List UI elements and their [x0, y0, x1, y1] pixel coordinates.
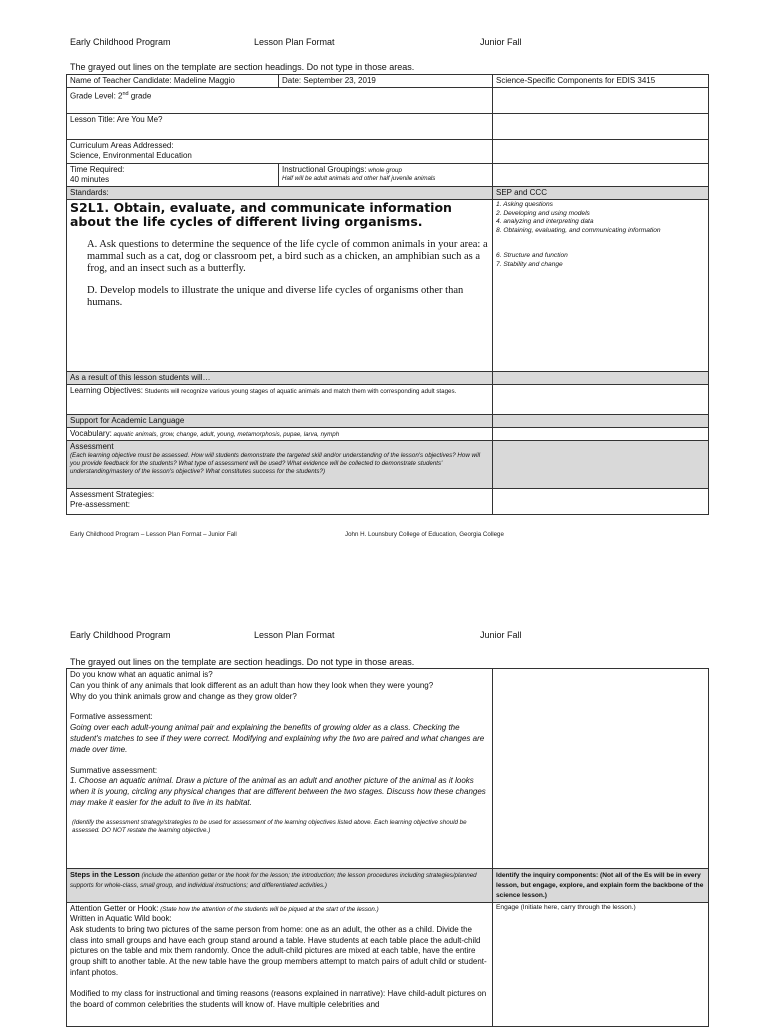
empty-cell [493, 385, 709, 415]
header-program: Early Childhood Program [70, 37, 171, 47]
header-term: Junior Fall [480, 630, 522, 640]
assessment-heading-cell: Assessment (Each learning objective must be assessed. How will students demonstrate the targeted skill and/or understanding of the lesson's objectives? How will you provide feedback for the students? What type of assessment will be used? What evidence will be collected to demonstrate students' understanding/mastery of the lesson's objective? What constitutes success for the students?) [67, 441, 493, 489]
standards-heading: Standards: [67, 187, 493, 200]
empty-gray-cell [493, 415, 709, 428]
steps-heading-cell: Steps in the Lesson (include the attention getter or the hook for the lesson; the introduction; the lesson procedures including strategies/planned supports for whole-class, small group, and individual instructions; and differentiated activities.) [67, 869, 493, 903]
header-format: Lesson Plan Format [254, 37, 335, 47]
header-program: Early Childhood Program [70, 630, 171, 640]
empty-gray-cell [493, 372, 709, 385]
assessment-strategies-cell: Assessment Strategies: Pre-assessment: [67, 489, 493, 515]
header-term: Junior Fall [480, 37, 522, 47]
page2-note: The grayed out lines on the template are section headings. Do not type in those areas. [70, 657, 415, 667]
empty-cell [493, 114, 709, 140]
standard-a: A. Ask questions to determine the sequence of the life cycle of common animals in your area: a mammal such as a cat, dog or classroom pet, a bird such as a chicken, an amphibian such as a frog, and an insect such as a butterfly. [87, 239, 488, 274]
page2-lesson-table [66, 668, 709, 1027]
page1-header [0, 37, 768, 51]
empty-gray-cell [493, 441, 709, 489]
attention-getter-cell: Attention Getter or Hook: (State how the attention of the students will be piqued at the start of the lesson.) Written in Aquatic Wild book: Ask students to bring two pictures of the same person from home: one as an adult, the other as a child. Divide the class into small groups and have each group stand around a table. Have students at each table place the adult-child pictures on the table and mix them randomly. Once the adult-child pictures are mixed at each table, have the entire group shift to another table. At the new table have the group members attempt to match pairs of adult child or student-infant photos. Modified to my class for instructional and timing reasons (reasons explained in narrative): Have child-adult pictures on the board of common celebrities the students will know of. Have multiple celebrities and [67, 903, 493, 1027]
empty-cell [493, 88, 709, 114]
date-cell: Date: September 23, 2019 [279, 75, 493, 88]
support-heading: Support for Academic Language [67, 415, 493, 428]
engage-cell: Engage (Initiate here, carry through the lesson.) [493, 903, 709, 1027]
header-format: Lesson Plan Format [254, 630, 335, 640]
standard-d: D. Develop models to illustrate the unique and diverse life cycles of organisms other than humans. [87, 285, 464, 308]
standard-main: S2L1. Obtain, evaluate, and communicate information about the life cycles of different living organisms. [70, 200, 452, 229]
empty-cell [493, 140, 709, 164]
inquiry-heading-cell: Identify the inquiry components: (Not all of the Es will be in every lesson, but engage, explore, and explain form the backbone of the science lesson.) [493, 869, 709, 903]
learning-objectives-cell: Learning Objectives: Students will recognize various young stages of aquatic animals and match them with corresponding adult stages. [67, 385, 493, 415]
curriculum-cell: Curriculum Areas Addressed: Science, Environmental Education [67, 140, 493, 164]
result-heading: As a result of this lesson students will… [67, 372, 493, 385]
lesson-title-cell: Lesson Title: Are You Me? [67, 114, 493, 140]
time-required-cell: Time Required: 40 minutes [67, 164, 279, 187]
page1-lesson-table [66, 74, 709, 515]
empty-cell [493, 164, 709, 187]
assessment-content-cell: Do you know what an aquatic animal is? Can you think of any animals that look different as an adult than how they look when they were young? Why do you think animals grow and change as they grow older? Formative assessment: Going over each adult-young animal pair and explaining the benefits of growing older as a class. Checking the student's matches to see if they were correct. Modifying and explaining why the two are paired and what changes are made over time. Summative assessment: 1. Choose an aquatic animal. Draw a picture of the animal as an adult and another picture of the animal as it looks when it is young, circling any physical changes that are different between the two stages. Discuss how these changes may make it easier for the adult to live in its habitat. (Identify the assessment strategy/strategies to be used for assessment of the learning objectives listed above. Each learning objective should be assessed. DO NOT restate the learning objective.) [67, 669, 493, 869]
vocabulary-cell: Vocabulary: aquatic animals, grow, change, adult, young, metamorphosis, pupae, larva, nymph [67, 428, 493, 441]
teacher-cell: Name of Teacher Candidate: Madeline Maggio [67, 75, 279, 88]
groupings-cell: Instructional Groupings: whole group Half will be adult animals and other half juvenile animals [279, 164, 493, 187]
grade-level-cell: Grade Level: 2nd grade [67, 88, 493, 114]
empty-cell [493, 669, 709, 869]
sep-ccc-heading: SEP and CCC [493, 187, 709, 200]
page1-note: The grayed out lines on the template are section headings. Do not type in those areas. [70, 62, 415, 72]
science-components-cell: Science-Specific Components for EDIS 3415 [493, 75, 709, 88]
empty-cell [493, 428, 709, 441]
page2-header [0, 630, 768, 644]
standards-content-cell [67, 200, 493, 372]
empty-cell [493, 489, 709, 515]
sep-ccc-list: 1. Asking questions 2. Developing and using models 4. analyzing and interpreting data 8. Obtaining, evaluating, and communicating information 6. Structure and function 7. Stability and change [493, 200, 709, 372]
